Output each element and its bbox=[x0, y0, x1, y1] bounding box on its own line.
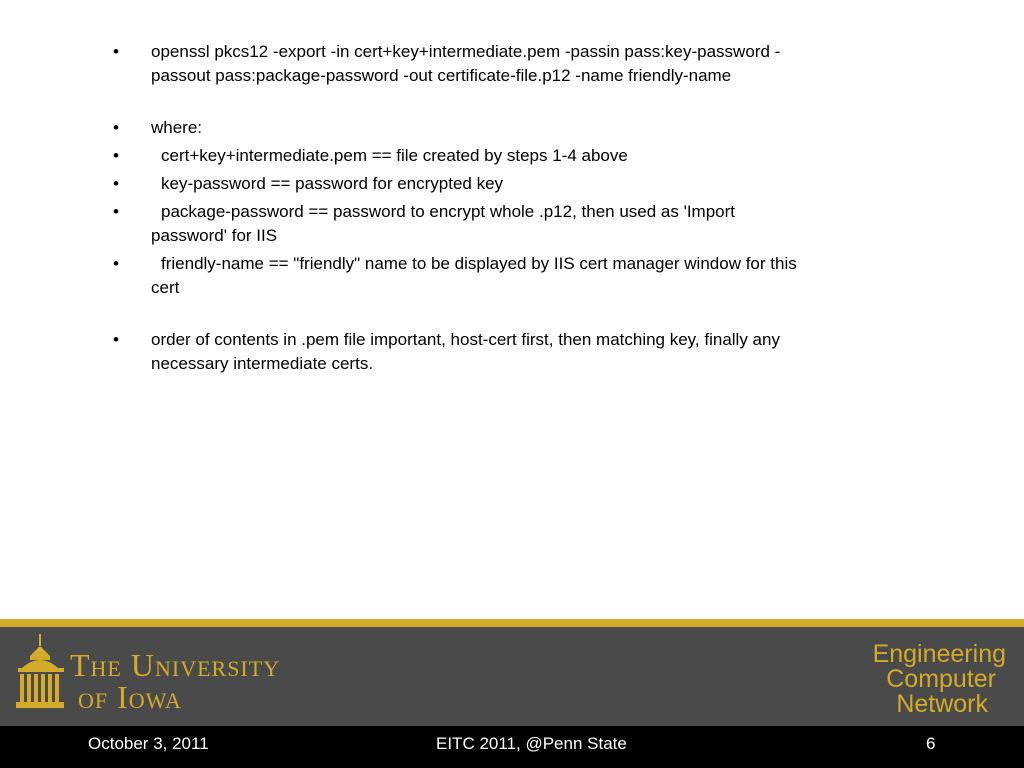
bullet-text: key-password == password for encrypted key bbox=[161, 174, 504, 193]
bullet-marker: • bbox=[113, 254, 119, 273]
footer-gold-stripe bbox=[0, 619, 1024, 627]
bullet-where bbox=[110, 116, 910, 140]
ecn-line2: Computer bbox=[886, 665, 996, 693]
ecn-line3: Network bbox=[896, 690, 988, 718]
slide-number: 6 bbox=[926, 734, 936, 753]
bullet-text: openssl pkcs12 -export -in cert+key+intermediate.pem -passin pass:key-password - bbox=[151, 42, 781, 61]
bullet-cert-file bbox=[110, 144, 910, 168]
ecn-line1: Engineering bbox=[872, 640, 1006, 668]
bullet-text: where: bbox=[151, 118, 203, 137]
bullet-marker: • bbox=[113, 42, 119, 61]
old-capitol-icon bbox=[16, 634, 64, 708]
footer-event: EITC 2011, @Penn State bbox=[436, 734, 627, 753]
bullet-marker: • bbox=[113, 330, 119, 349]
bullet-text: friendly-name == "friendly" name to be displayed by IIS cert manager window for this bbox=[161, 254, 797, 273]
bullet-text-continued: passout pass:package-password -out certificate-file.p12 -name friendly-name bbox=[151, 66, 732, 85]
slide-content bbox=[110, 40, 910, 380]
bullet-friendly-name bbox=[110, 252, 910, 300]
bullet-marker: • bbox=[113, 174, 119, 193]
footer-date: October 3, 2011 bbox=[88, 734, 209, 753]
engineering-computer-network-logo bbox=[836, 640, 1016, 720]
bullet-marker: • bbox=[113, 118, 119, 137]
bullet-marker: • bbox=[113, 146, 119, 165]
bullet-text: cert+key+intermediate.pem == file created by steps 1-4 above bbox=[161, 146, 628, 165]
bullet-pem-order bbox=[110, 328, 910, 376]
bullet-text: package-password == password to encrypt whole .p12, then used as 'Import bbox=[161, 202, 736, 221]
university-name-line2: of Iowa bbox=[78, 679, 182, 714]
university-name-line1: The University bbox=[70, 647, 281, 683]
bullet-text-continued: cert bbox=[151, 278, 180, 297]
university-of-iowa-logo bbox=[16, 634, 316, 714]
bullet-key-password bbox=[110, 172, 910, 196]
bullet-openssl-command bbox=[110, 40, 910, 88]
bullet-marker: • bbox=[113, 202, 119, 221]
footer-bar bbox=[0, 726, 1024, 768]
bullet-package-password bbox=[110, 200, 910, 248]
bullet-text-continued: necessary intermediate certs. bbox=[151, 354, 374, 373]
bullet-text-continued: password' for IIS bbox=[151, 226, 278, 245]
bullet-text: order of contents in .pem file important, host-cert first, then matching key, finally any bbox=[151, 330, 780, 349]
